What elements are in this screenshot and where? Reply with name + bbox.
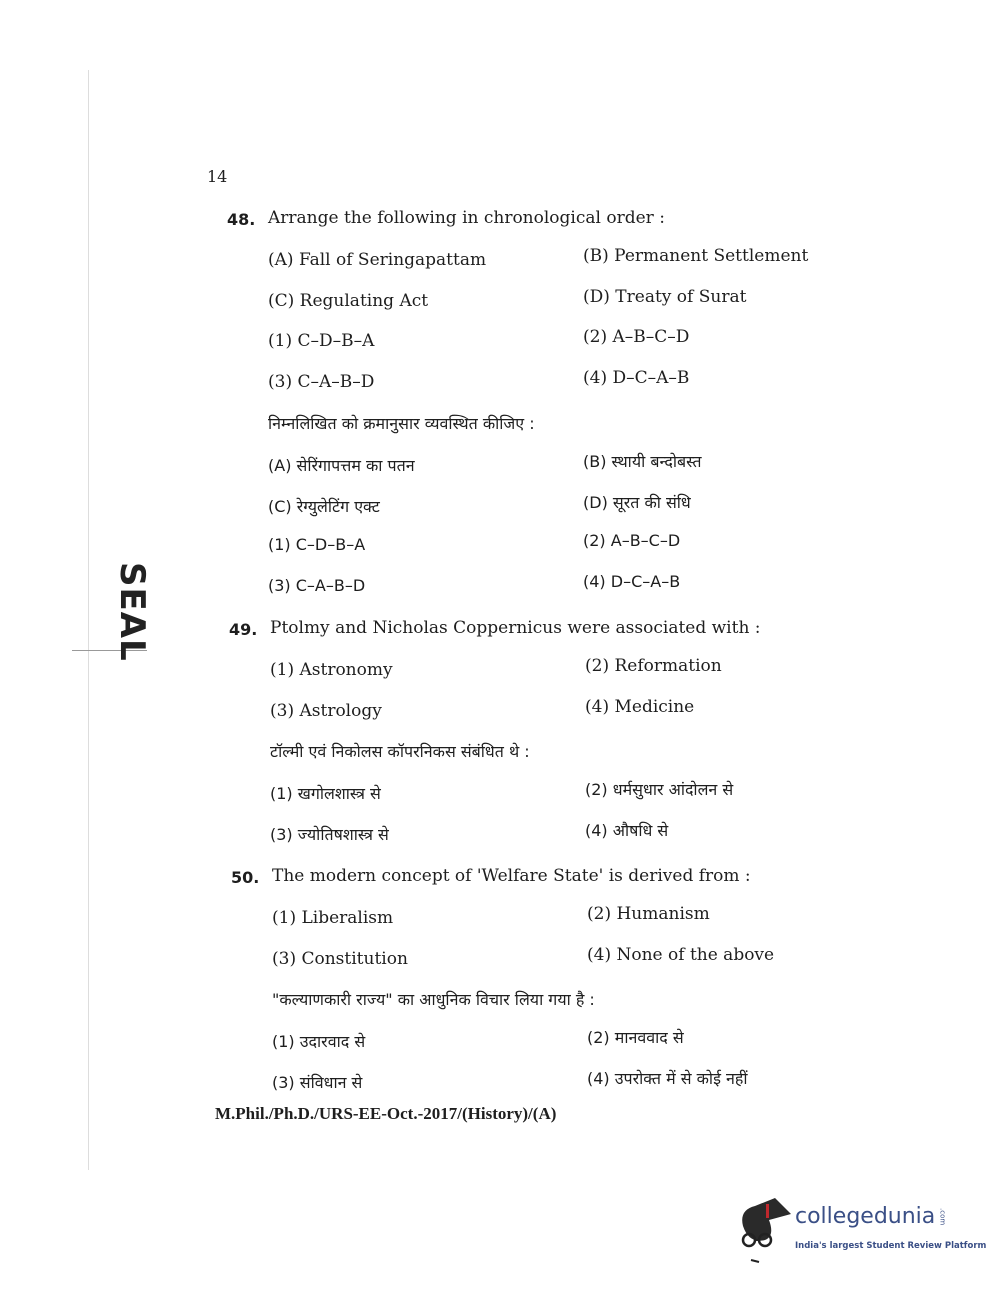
match-item: (A) Fall of Seringapattam <box>268 249 487 270</box>
match-item: (B) Permanent Settlement <box>583 245 809 266</box>
answer-option: (3) C–A–B–D <box>268 372 375 393</box>
hindi-answer-option: (4) D–C–A–B <box>583 572 681 592</box>
question-text: Ptolmy and Nicholas Coppernicus were associated with : <box>270 618 761 638</box>
seal-label: SEAL <box>112 562 152 662</box>
answer-option: (1) Astronomy <box>270 659 393 680</box>
hindi-answer-option: (3) C–A–B–D <box>268 576 366 596</box>
answer-option: (4) Medicine <box>585 696 695 717</box>
answer-option: (2) A–B–C–D <box>583 327 690 348</box>
match-item: (D) Treaty of Surat <box>583 286 747 307</box>
hindi-match-item: (D) सूरत की संधि <box>583 492 691 512</box>
answer-option: (1) C–D–B–A <box>268 331 375 352</box>
hindi-answer-option: (3) ज्योतिषशास्त्र से <box>270 825 389 844</box>
question-text: The modern concept of 'Welfare State' is derived from : <box>272 866 751 886</box>
match-item: (C) Regulating Act <box>268 290 429 311</box>
answer-option: (1) Liberalism <box>272 907 394 928</box>
brand-name: collegedunia <box>795 1204 936 1229</box>
hindi-match-item: (A) सेरिंगापत्तम का पतन <box>268 455 415 475</box>
hindi-answer-option: (3) संविधान से <box>272 1073 363 1092</box>
hindi-answer-option: (4) उपरोक्त में से कोई नहीं <box>587 1069 748 1088</box>
brand-heading <box>795 1202 945 1232</box>
answer-option: (2) Humanism <box>587 903 710 924</box>
answer-option: (3) Astrology <box>270 700 382 721</box>
hindi-answer-option: (2) A–B–C–D <box>583 531 681 551</box>
hindi-match-item: (C) रेग्युलेटिंग एक्ट <box>268 496 380 516</box>
answer-option: (4) D–C–A–B <box>583 368 690 389</box>
mascot-icon <box>735 1196 793 1266</box>
page-edge-line <box>88 70 89 1170</box>
collegedunia-watermark <box>735 1196 985 1266</box>
question-number: 50. <box>231 868 260 887</box>
brand-suffix: .com <box>938 1208 947 1226</box>
answer-option: (2) Reformation <box>585 655 722 676</box>
hindi-question-text: निम्नलिखित को क्रमानुसार व्यवस्थित कीजिए : <box>268 414 535 433</box>
answer-option: (4) None of the above <box>587 944 775 965</box>
hindi-answer-option: (1) C–D–B–A <box>268 535 366 555</box>
question-number: 49. <box>229 620 258 639</box>
hindi-question-text: "कल्याणकारी राज्य" का आधुनिक विचार लिया गया है : <box>272 990 595 1010</box>
hindi-answer-option: (4) औषधि से <box>585 821 669 840</box>
question-text: Arrange the following in chronological order : <box>268 208 665 228</box>
hindi-answer-option: (2) मानववाद से <box>587 1028 684 1048</box>
hindi-question-text: टॉल्मी एवं निकोलस कॉपरनिकस संबंधित थे : <box>270 742 530 762</box>
hindi-answer-option: (1) उदारवाद से <box>272 1032 366 1052</box>
question-number: 48. <box>227 210 256 229</box>
answer-option: (3) Constitution <box>272 948 408 969</box>
brand-tagline: India's largest Student Review Platform <box>795 1241 987 1251</box>
paper-code-footer: M.Phil./Ph.D./URS-EE-Oct.-2017/(History)/(A) <box>215 1104 557 1123</box>
hindi-answer-option: (1) खगोलशास्त्र से <box>270 784 381 804</box>
hindi-answer-option: (2) धर्मसुधार आंदोलन से <box>585 780 734 800</box>
page-number: 14 <box>207 167 228 186</box>
hindi-match-item: (B) स्थायी बन्दोबस्त <box>583 451 702 471</box>
